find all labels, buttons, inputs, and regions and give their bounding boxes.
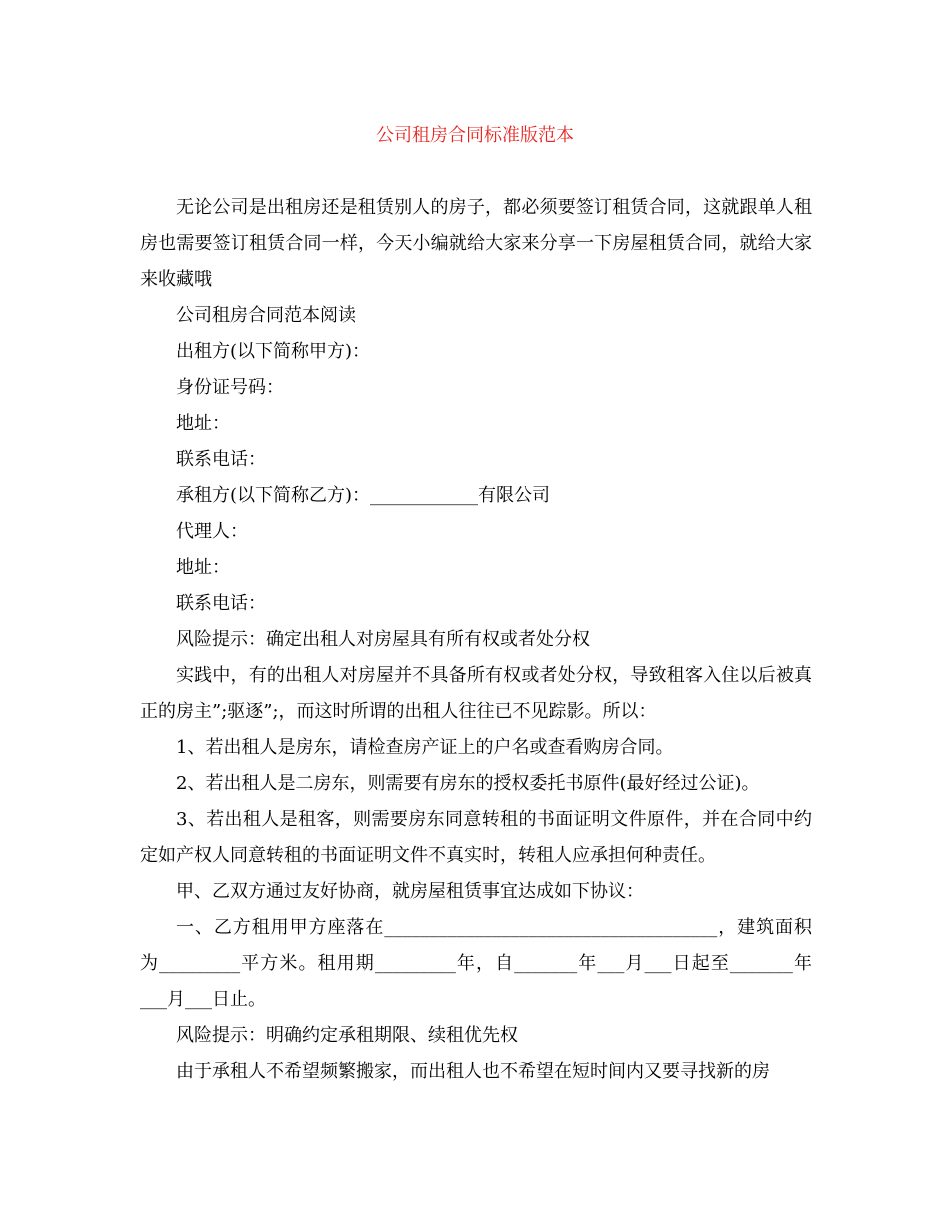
paragraph-subtitle: 公司租房合同范本阅读 [176, 305, 356, 326]
paragraph-item-1: 1、若出租人是房东，请检查房产证上的户名或查看购房合同。 [176, 737, 674, 758]
paragraph-item-2: 2、若出租人是二房东，则需要有房东的授权委托书原件(最好经过公证)。 [176, 773, 760, 794]
paragraph-agent: 代理人： [176, 521, 248, 542]
paragraph-id-number: 身份证号码： [176, 377, 284, 398]
paragraph-item-3: 3、若出租人是租客，则需要房东同意转租的书面证明文件原件，并在合同中约定如产权人同意转租的书面证明文件不真实时，转租人应承担何种责任。 [140, 809, 812, 866]
paragraph-intro: 无论公司是出租房还是租赁别人的房子，都必须要签订租赁合同，这就跟单人租房也需要签订租赁合同一样，今天小编就给大家来分享一下房屋租赁合同，就给大家来收藏哦 [140, 197, 812, 290]
paragraph-address: 地址： [176, 413, 230, 434]
paragraph-clause-1: 一、乙方租用甲方座落在_____________________________________，建筑面积为_________平方米。租用期_________年，自_______年___月___日起至_______年___月___日止。 [140, 917, 812, 1010]
paragraph-lessee: 承租方(以下简称乙方)：____________有限公司 [176, 485, 551, 506]
paragraph-continuation: 由于承租人不希望频繁搬家，而出租人也不希望在短时间内又要寻找新的房 [176, 1061, 770, 1082]
paragraph-agreement: 甲、乙双方通过友好协商，就房屋租赁事宜达成如下协议： [176, 881, 644, 902]
document-body [140, 190, 812, 1090]
paragraph-practice: 实践中，有的出租人对房屋并不具备所有权或者处分权，导致租客入住以后被真正的房主”;驱逐”;，而这时所谓的出租人往往已不见踪影。所以： [140, 665, 812, 722]
paragraph-risk-2: 风险提示：明确约定承租期限、续租优先权 [176, 1025, 518, 1046]
paragraph-lessor: 出租方(以下简称甲方)： [176, 341, 371, 362]
paragraph-phone-2: 联系电话： [176, 593, 266, 614]
paragraph-risk-1: 风险提示：确定出租人对房屋具有所有权或者处分权 [176, 629, 590, 650]
paragraph-phone: 联系电话： [176, 449, 266, 470]
paragraph-address-2: 地址： [176, 557, 230, 578]
document-title: 公司租房合同标准版范本 [376, 125, 574, 146]
